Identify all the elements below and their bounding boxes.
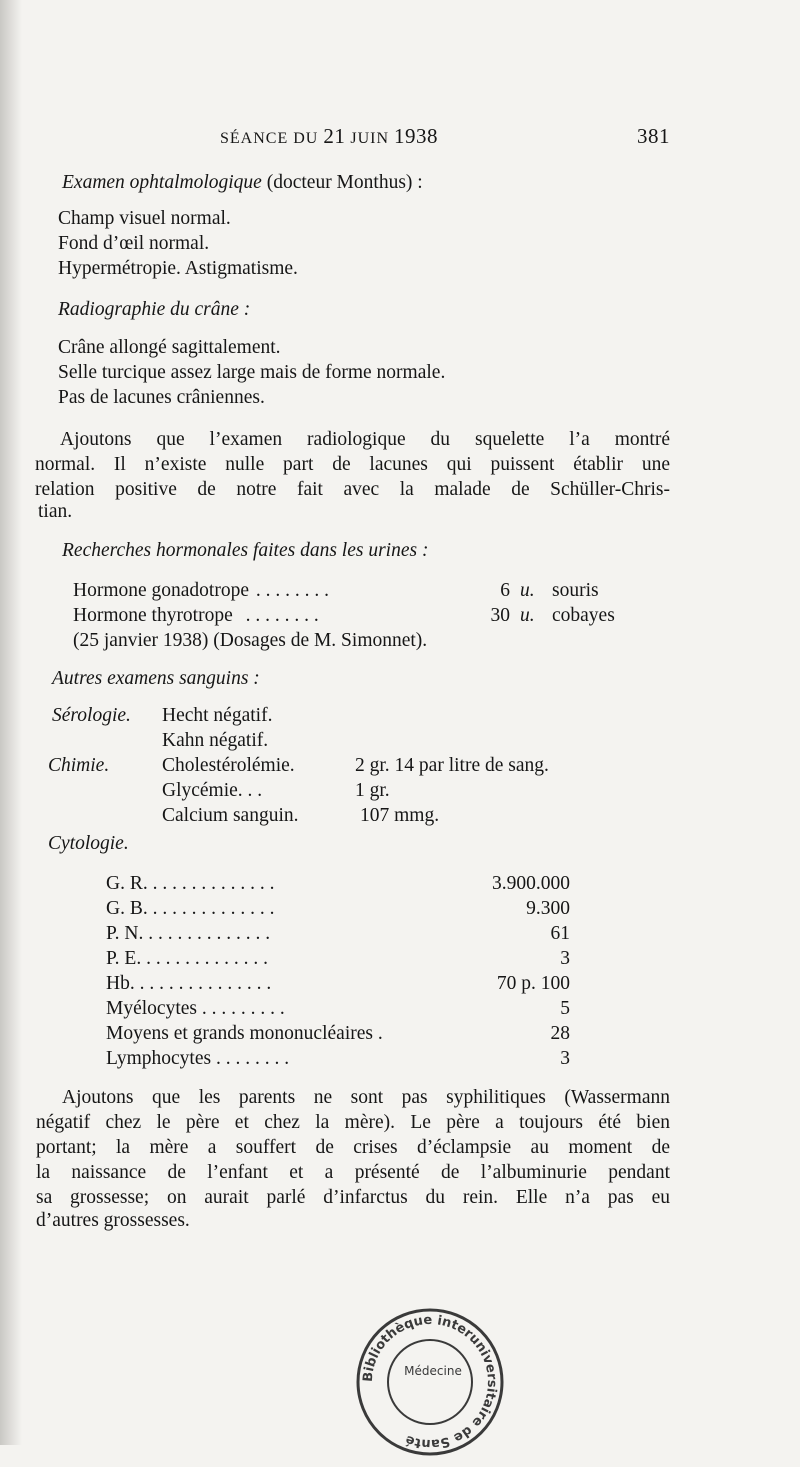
ophthalmo-heading-title: Examen ophtalmologique xyxy=(62,172,262,193)
conclusion-line: d’autres grossesses. xyxy=(36,1210,190,1231)
chemistry-label: Chimie. xyxy=(48,755,110,776)
radiography-line: Crâne allongé sagittalement. xyxy=(58,337,281,358)
chemistry-line: Calcium sanguin. xyxy=(162,805,299,826)
leader-dots: . . . . . . . . xyxy=(255,580,329,601)
cytology-value: 28 xyxy=(550,1023,570,1044)
hormones-heading: Recherches hormonales faites dans les urines : xyxy=(62,540,429,561)
cytology-value: 3.900.000 xyxy=(492,873,570,894)
title-month: JUIN xyxy=(345,130,395,147)
leader-dots: . . . . . . . . . . . . xyxy=(158,923,271,944)
leader-dots: . . . . . . . . . . . . xyxy=(155,948,268,969)
cytology-row-label: Lymphocytes xyxy=(106,1048,212,1069)
hormone-label: Hormone gonadotrope xyxy=(73,580,249,601)
serology-line: Kahn négatif. xyxy=(162,730,269,751)
leader-dots: . . . . . . . . xyxy=(245,605,319,626)
ophthalmo-line: Hypermétropie. Astigmatisme. xyxy=(58,258,298,279)
cytology-row xyxy=(106,873,274,895)
cytology-value: 5 xyxy=(560,998,570,1019)
running-header xyxy=(220,124,670,154)
cytology-label: Cytologie. xyxy=(48,833,129,854)
paragraph-line: relation positive de notre fait avec la malade de Schüller-Chris- xyxy=(35,479,670,500)
hormone-value: 6 xyxy=(500,580,510,601)
stamp-center-text: Médecine xyxy=(404,1364,462,1378)
hormone-animal: cobayes xyxy=(552,605,615,626)
hormone-unit: u. xyxy=(520,580,535,601)
leader-dots: . . . . . . . . xyxy=(215,1048,290,1069)
radiography-heading: Radiographie du crâne : xyxy=(58,299,251,320)
hormone-unit: u. xyxy=(520,605,535,626)
chemistry-line: Cholestérolémie. xyxy=(162,755,295,776)
hormone-row-thyrotrope xyxy=(73,605,319,627)
ophthalmo-heading xyxy=(62,172,423,194)
cytology-row xyxy=(106,948,268,970)
blood-heading: Autres examens sanguins : xyxy=(52,668,260,689)
serology-line: Hecht négatif. xyxy=(162,705,273,726)
cytology-value: 3 xyxy=(560,1048,570,1069)
conclusion-line: la naissance de l’enfant et a présenté de l’albuminurie pendant xyxy=(36,1162,670,1183)
hormones-note: (25 janvier 1938) (Dosages de M. Simonnet). xyxy=(73,630,428,651)
chemistry-line: Glycémie. . . xyxy=(162,780,263,801)
chemistry-value: 2 gr. 14 par litre de sang. xyxy=(355,755,549,776)
cytology-row xyxy=(106,998,285,1020)
cytology-row-label: Myélocytes xyxy=(106,998,197,1019)
cytology-value: 70 p. 100 xyxy=(496,973,570,994)
radiography-line: Selle turcique assez large mais de forme normale. xyxy=(58,362,446,383)
paragraph-line: tian. xyxy=(38,501,73,522)
leader-dots: . . . . . . . . . . . . . xyxy=(149,973,272,994)
hormone-animal: souris xyxy=(552,580,599,601)
cytology-value: 9.300 xyxy=(526,898,570,919)
hormone-label: Hormone thyrotrope xyxy=(73,605,233,626)
conclusion-line: portant; la mère a souffert de crises d’éclampsie au moment de xyxy=(36,1137,670,1158)
cytology-row-label: Hb. . xyxy=(106,973,145,994)
paragraph-line: Ajoutons que l’examen radiologique du squelette l’a montré xyxy=(60,429,670,450)
chemistry-value: 1 gr. xyxy=(355,780,390,801)
cytology-row-label: G. B. . xyxy=(106,898,158,919)
title-year: 1938 xyxy=(394,124,439,148)
radiography-line: Pas de lacunes crâniennes. xyxy=(58,387,265,408)
library-stamp xyxy=(350,1302,510,1462)
serology-label: Sérologie. xyxy=(52,705,131,726)
conclusion-line: Ajoutons que les parents ne sont pas syphilitiques (Wassermann xyxy=(62,1087,670,1108)
chemistry-value: 107 mmg. xyxy=(360,805,440,826)
leader-dots: . . . . . . . . . . . . xyxy=(162,873,275,894)
cytology-row-label: Moyens et grands mononucléaires xyxy=(106,1023,373,1044)
stamp-outer-ring xyxy=(358,1310,502,1454)
cytology-row xyxy=(106,923,270,945)
leader-dots: . xyxy=(377,1023,383,1044)
cytology-value: 61 xyxy=(550,923,570,944)
cytology-row xyxy=(106,973,271,995)
ophthalmo-doctor: (docteur Monthus) : xyxy=(261,172,423,193)
stamp-inner-ring xyxy=(388,1340,472,1424)
cytology-row xyxy=(106,1023,383,1045)
cytology-row-label: P. N. . xyxy=(106,923,154,944)
conclusion-line: sa grossesse; on aurait parlé d’infarctus du rein. Elle n’a pas eu xyxy=(36,1187,670,1208)
cytology-row xyxy=(106,1048,289,1070)
title-day: 21 xyxy=(323,124,346,148)
cytology-value: 3 xyxy=(560,948,570,969)
ophthalmo-line: Fond d’œil normal. xyxy=(58,233,210,254)
stamp-ring-text: Bibliothèque interuniversitaire de Santé xyxy=(360,1312,500,1452)
leader-dots: . . . . . . . . . . . . xyxy=(162,898,275,919)
page-edge-shadow xyxy=(0,0,22,1445)
conclusion-line: négatif chez le père et chez la mère). Le père a toujours été bien xyxy=(36,1112,670,1133)
title-prefix: SÉANCE DU xyxy=(220,130,324,147)
stamp-graphic xyxy=(350,1302,510,1462)
leader-dots: . . . . . . . . . xyxy=(201,998,285,1019)
cytology-row-label: P. E. . xyxy=(106,948,151,969)
ophthalmo-line: Champ visuel normal. xyxy=(58,208,231,229)
hormone-row-gonadotrope xyxy=(73,580,329,602)
cytology-row-label: G. R. . xyxy=(106,873,158,894)
page-number: 381 xyxy=(637,124,670,148)
hormone-value: 30 xyxy=(490,605,510,626)
cytology-row xyxy=(106,898,274,920)
running-title xyxy=(220,124,438,149)
paragraph-line: normal. Il n’existe nulle part de lacunes qui puissent établir une xyxy=(35,454,670,475)
